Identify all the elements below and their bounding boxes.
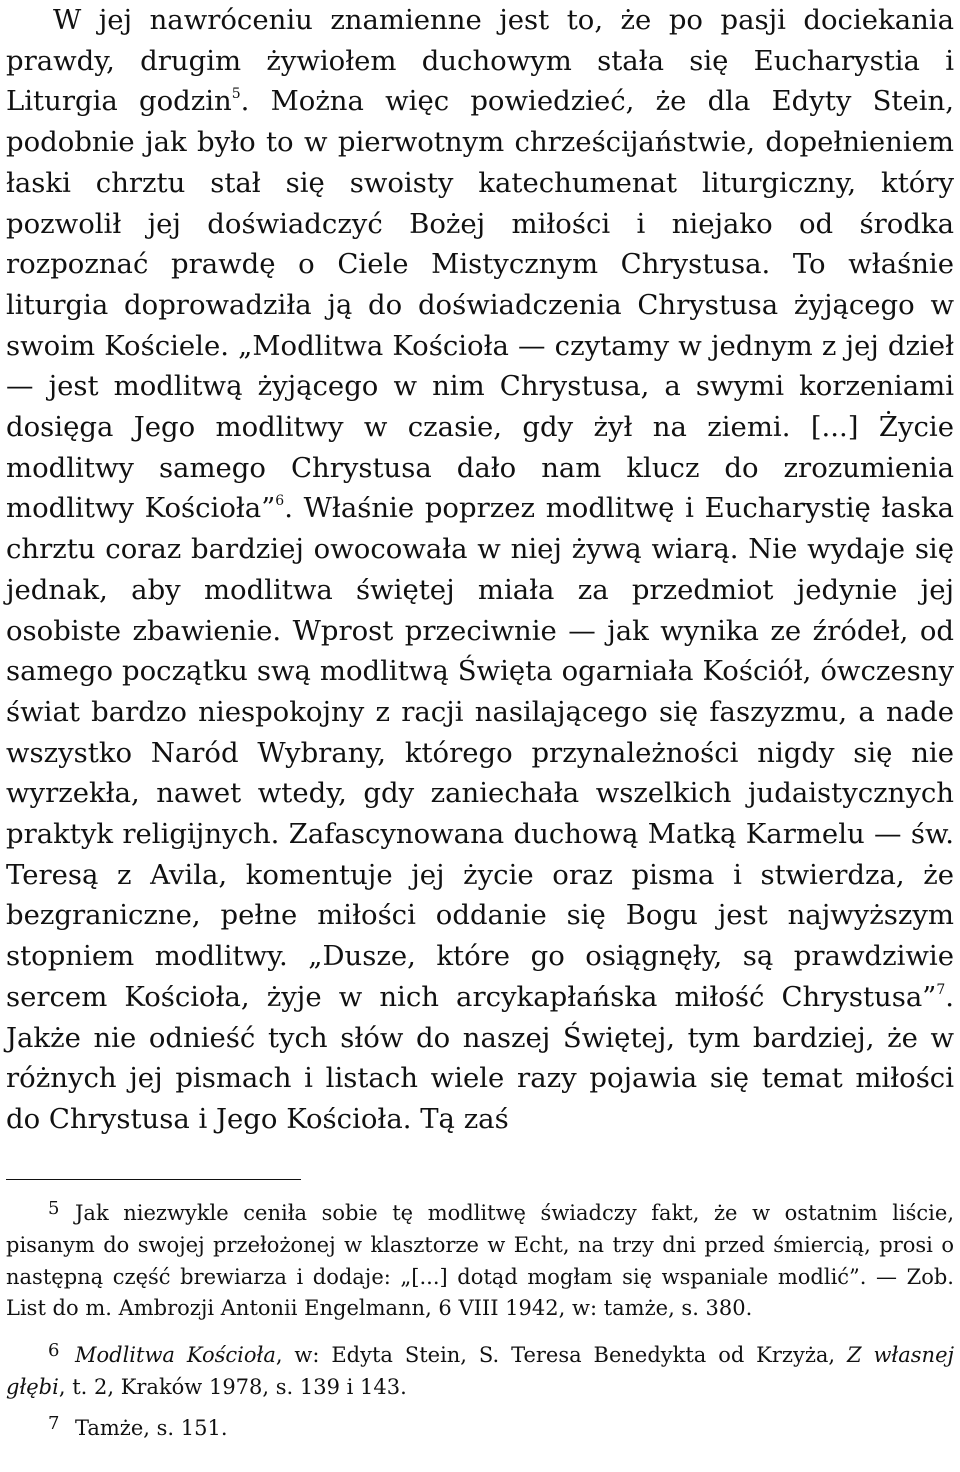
footnote-6: 6 Modlitwa Kościoła, w: Edyta Stein, S. Teresa Benedykta od Krzyża, Z własnej głębi, t. 2, Kraków 1978, s. 139 i 143. xyxy=(6,1340,955,1399)
footnote-5-text: Jak niezwykle ceniła sobie tę modlitwę świadczy fakt, że w ostatnim liście, pisanym do swojej przełożonej w klasztorze w Echt, na trzy dni przed śmiercią, prosi o następną część brewiarza i dodaje: „[...] dotąd mogłam się wspaniale modlić”. — Zob. List do m. Ambrozji Antonii Engelmann, 6 VIII 1942, w: tamże, s. 380. xyxy=(6,1201,954,1321)
main-paragraph xyxy=(6,0,954,1140)
footnote-reference-6: 6 xyxy=(275,493,285,510)
main-text-part-3: . Właśnie poprzez modlitwę i Eucharystię łaska chrztu coraz bardziej owocowała w niej żywą wiarą. Nie wydaje się jednak, aby modlitwa świętej miała za przedmiot jedynie jej osobiste zbawienie. Wprost przeciwnie — jak wynika ze źródeł, od samego początku swą modlitwą Święta ogarniała Kościół, ówczesny świat bardzo niespokojny z racji nasilającego się faszyzmu, a nade wszystko Naród Wybrany, którego przynależności nigdy się nie wyrzekła, nawet wtedy, gdy zaniechała wszelkich judaistycznych praktyk religijnych. Zafascynowana duchową Matką Karmelu — św. Teresą z Avila, komentuje jej życie oraz pisma i stwierdza, że bezgraniczne, pełne miłości oddanie się Bogu jest najwyższym stopniem modlitwy. „Dusze, które go osiągnęły, są prawdziwie sercem Kościoła, żyje w nich arcykapłańska miłość Chrystusa” xyxy=(6,492,954,1013)
main-text-part-4: . Jakże nie odnieść tych słów do naszej Świętej, tym bardziej, że w różnych jej pismach i listach wiele razy pojawia się temat miłości do Chrystusa i Jego Kościoła. Tą zaś xyxy=(6,980,954,1135)
main-text-part-1: W jej nawróceniu znamienne jest to, że po pasji dociekania prawdy, drugim żywiołem duchowym stała się Eucharystia i Liturgia godzin xyxy=(6,4,954,118)
footnote-5: 5 Jak niezwykle ceniła sobie tę modlitwę świadczy fakt, że w ostatnim liście, pisanym do swojej przełożonej w klasztorze w Echt, na trzy dni przed śmiercią, prosi o następną część brewiarza i dodaje: „[...] dotąd mogłam się wspaniale modlić”. — Zob. List do m. Ambrozji Antonii Engelmann, 6 VIII 1942, w: tamże, s. 380. xyxy=(6,1198,954,1321)
footnote-6-end: , t. 2, Kraków 1978, s. 139 i 143. xyxy=(58,1374,407,1399)
footnote-reference-7: 7 xyxy=(936,981,946,998)
footnote-reference-5: 5 xyxy=(231,86,241,103)
main-text-part-2: . Można więc powiedzieć, że dla Edyty Stein, podobnie jak było to w pierwotnym chrześcijaństwie, dopełnieniem łaski chrztu stał się swoisty katechumenat liturgiczny, który pozwolił jej doświadczyć Bożej miłości i niejako od środka rozpoznać prawdę o Ciele Mistycznym Chrystusa. To właśnie liturgia doprowadziła ją do doświadczenia Chrystusa żyjącego w swoim Kościele. „Modlitwa Kościoła — czytamy w jednym z jej dzieł — jest modlitwą żyjącego w nim Chrystusa, a swymi korzeniami dosięga Jego modlitwy w czasie, gdy żył na ziemi. [...] Życie modlitwy samego Chrystusa dało nam klucz do zrozumienia modlitwy Kościoła” xyxy=(6,85,954,525)
footnotes xyxy=(6,1198,954,1445)
document-page xyxy=(6,0,955,1440)
footnote-separator xyxy=(6,1179,301,1180)
footnote-7: 7 Tamże, s. 151. xyxy=(48,1412,228,1440)
footnote-6-middle: , w: Edyta Stein, S. Teresa Benedykta od Krzyża, xyxy=(275,1343,847,1368)
footnote-6-title-2: Z własnej głębi xyxy=(6,1343,955,1399)
footnote-6-title: Modlitwa Kościoła xyxy=(75,1343,276,1368)
footnote-7-text: Tamże, s. 151. xyxy=(75,1415,228,1440)
